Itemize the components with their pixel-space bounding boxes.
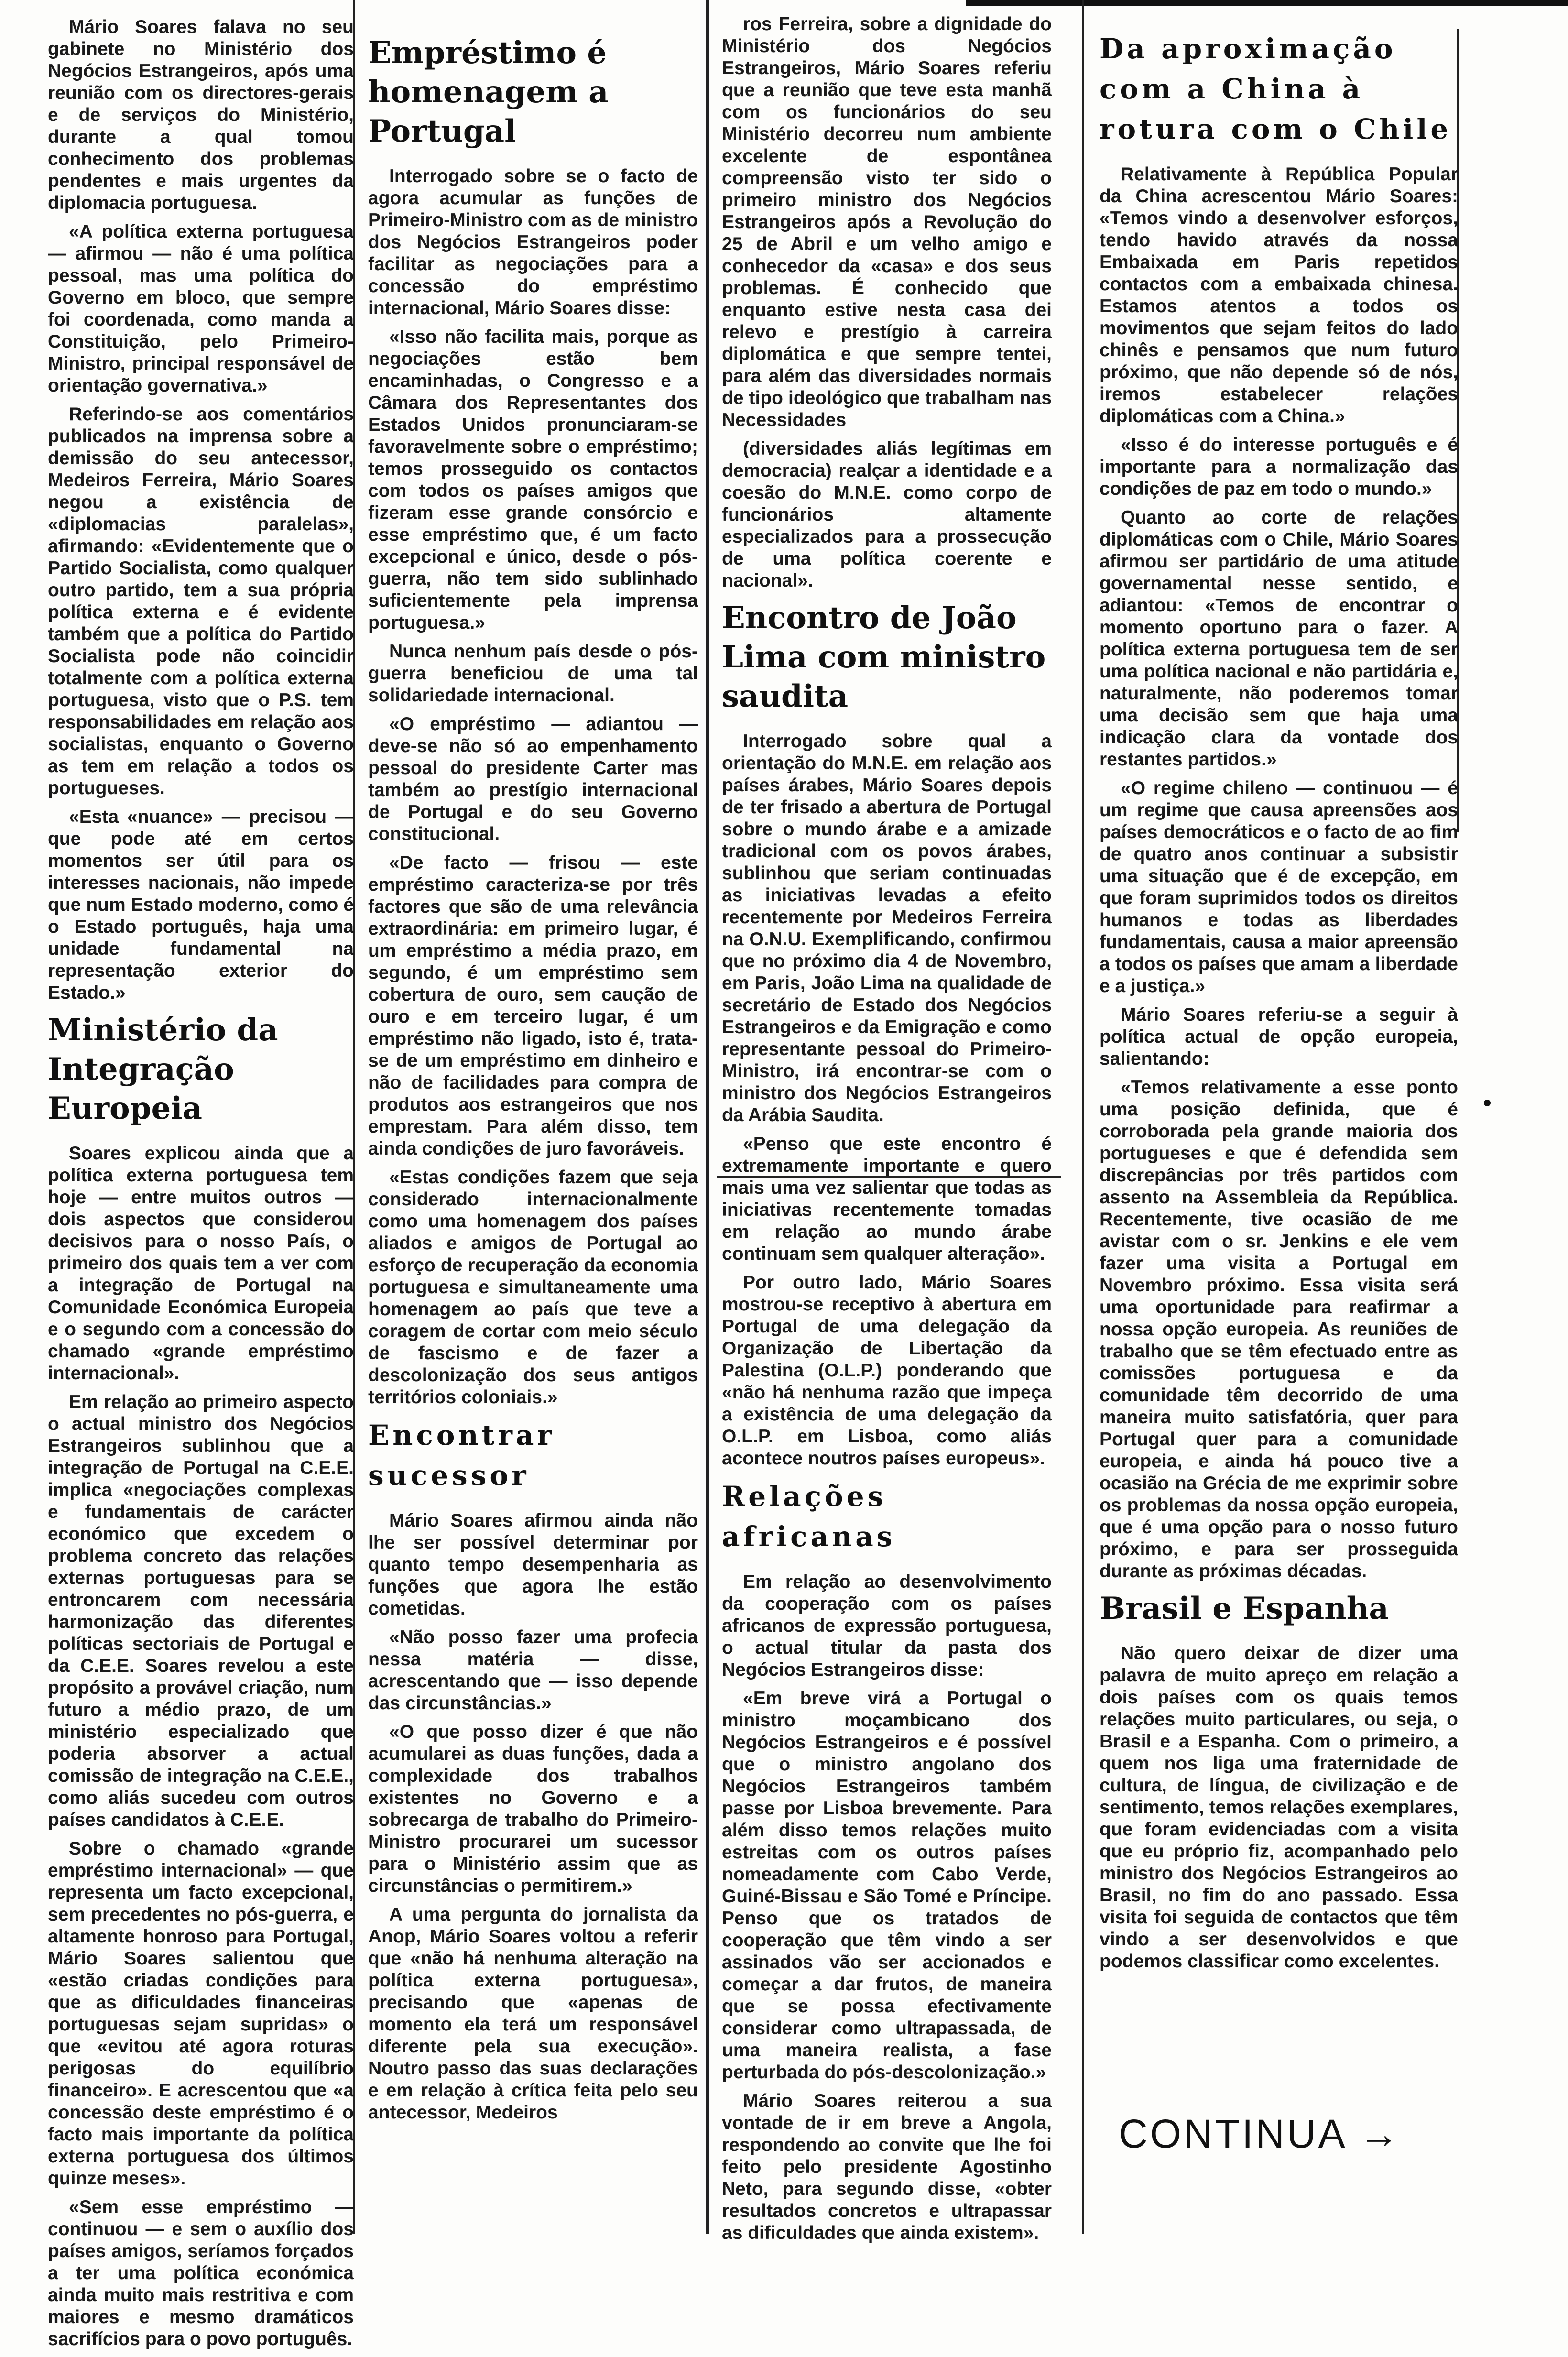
paragraph: Soares explicou ainda que a política externa portuguesa tem hoje — entre muitos outros — dois aspectos que considerou decisivos para o nosso País, o primeiro dos quais tem a ver com a integração de Portugal na Comunidade Económica Europeia e o segundo com a concessão do chamado «grande empréstimo internacional». [48,1143,354,1384]
paragraph: Quanto ao corte de relações diplomáticas com o Chile, Mário Soares afirmou ser partidário de uma atitude governamental nesse sentido, e adiantou: «Temos de encontrar o momento oportuno para o fazer. A política externa portuguesa tem de ser uma política nacional e não partidária e, naturalmente, não poderemos tomar uma decisão sem que haja uma indicação clara da vontade dos restantes partidos.» [1100,507,1458,770]
headline-brasil-espanha: Brasil e Espanha [1100,1591,1389,1626]
paragraph: Em relação ao desenvolvimento da cooperação com os países africanos de expressão portuguesa, o actual titular da pasta dos Negócios Estrangeiros disse: [722,1571,1052,1680]
headline-encontrar-sucessor: Encontrar sucessor [368,1419,555,1492]
continua-label: CONTINUA → [1119,2111,1402,2156]
top-border [966,0,1568,6]
paragraph: Referindo-se aos comentários publicados na imprensa sobre a demissão do seu antecessor, Medeiros Ferreira, Mário Soares negou a existência de «diplomacias paralelas», afirmando: «Evidentemente que o Partido Socialista, como qualquer outro partido, tem a sua própria política externa e é evidente também que a política do Partido Socialista pode não coincidir totalmente com a política externa portuguesa, visto que o P.S. tem responsabilidades em relação aos socialistas, enquanto o Governo as tem em relação a todos os portugueses. [48,404,354,798]
paragraph: «Sem esse empréstimo — continuou — e sem o auxílio dos países amigos, seríamos forçados a ter uma política económica ainda muito mais restritiva e com maiores e mesmo dramáticos sacrifícios para o povo português. [48,2197,354,2349]
paragraph: «O que posso dizer é que não acumularei as duas funções, dada a complexidade dos trabalhos existentes no Governo e a sobrecarga de trabalho do Primeiro-Ministro procurarei um sucessor para o Ministério assim que as circunstâncias o permitirem.» [368,1722,698,1896]
paragraph: «A política externa portuguesa — afirmou — não é uma política pessoal, mas uma política do Governo em bloco, que sempre foi coordenada, como manda a Constituição, pelo Primeiro-Ministro, principal responsável de orientação governativa.» [48,221,354,396]
paragraph: «Estas condições fazem que seja considerado internacionalmente como uma homenagem dos países aliados e amigos de Portugal ao esforço de recuperação da economia portuguesa e simultaneamente uma homenagem ao país que teve a coragem de cortar com meio século de fascismo e de fazer a descolonização dos seus antigos territórios coloniais.» [368,1167,698,1408]
headline-china-chile: Da aproximação com a China à rotura com o Chile [1100,33,1452,145]
paragraph: Por outro lado, Mário Soares mostrou-se receptivo à abertura em Portugal de uma delegação da Organização de Libertação da Palestina (O.L.P.) ponderando que «não há nenhuma razão que impeça a existência de uma delegação da O.L.P. em Lisboa, como aliás acontece noutros países europeus». [722,1272,1052,1469]
headline-encontro-joao-lima: Encontro de João Lima com ministro saudita [722,600,1046,714]
paragraph: «Temos relativamente a esse ponto uma posição definida, que é corroborada pela grande maioria dos portugueses e que é defendida sem discrepâncias por três partidos com assento na Assembleia da República. Recentemente, tive ocasião de me avistar com o sr. Jenkins e ele vem fazer uma visita a Portugal em Novembro próximo. Essa visita será uma oportunidade para reafirmar a nossa opção europeia. As reuniões de trabalho que se têm efectuado entre as comissões portuguesa e da comunidade têm decorrido de uma maneira muito satisfatória, quer para Portugal quer para a comunidade europeia, e ainda há pouco tive a ocasião na Grécia de me exprimir sobre os problemas da nossa opção europeia, que é uma opção para o nosso futuro próximo, e para ser prosseguida durante as próximas décadas. [1100,1077,1458,1582]
paragraph: «Isso não facilita mais, porque as negociações estão bem encaminhadas, o Congresso e a Câmara dos Representantes dos Estados Unidos pronunciaram-se favoravelmente sobre o empréstimo; temos prosseguido os contactos com todos os países amigos que fizeram esse grande consórcio e esse empréstimo que, é um facto excepcional e único, desde o pós-guerra, não tem sido sublinhado suficientemente pela imprensa portuguesa.» [368,327,698,633]
column-4 [1100,24,1458,1979]
paragraph: Sobre o chamado «grande empréstimo internacional» — que representa um facto excepcional, sem precedentes no pós-guerra, e altamente honroso para Portugal, Mário Soares salientou que «estão criadas condições para que as dificuldades financeiras portuguesas sejam supridas» o que «evitou até agora roturas perigosas do equilíbrio financeiro». E acrescentou que «a concessão deste empréstimo é o facto mais importante da política externa portuguesa dos últimos quinze meses». [48,1838,354,2189]
column-3 [722,13,1052,2251]
paragraph: Não quero deixar de dizer uma palavra de muito apreço em relação a dois países com os quais temos relações muito particulares, ou seja, o Brasil e a Espanha. Com o primeiro, a quem nos liga uma fraternidade de cultura, de língua, de civilização e de sentimento, temos relações exemplares, que foram evidenciadas com a visita que eu próprio fiz, acompanhado pelo ministro dos Negócios Estrangeiros ao Brasil, no fim do ano passado. Essa visita foi seguida de contactos que têm vindo a ser desenvolvidos e que podemos classificar como excelentes. [1100,1643,1458,1972]
paragraph: «Esta «nuance» — precisou — que pode até em certos momentos ser útil para os interesses nacionais, não impede que num Estado moderno, como é o Estado português, haja uma unidade fundamental na representação exterior do Estado.» [48,807,354,1003]
paragraph: Relativamente à República Popular da China acrescentou Mário Soares: «Temos vindo a desenvolver esforços, tendo havido através da nossa Embaixada em Paris repetidos contactos com a embaixada chinesa. Estamos atentos a todos os movimentos que sejam feitos do lado chinês e pensamos que num futuro próximo, que não depende só de nós, iremos estabelecer relações diplomáticas com a China.» [1100,164,1458,426]
paragraph: «Não posso fazer uma profecia nessa matéria — disse, acrescentando que — isso depende das circunstâncias.» [368,1627,698,1713]
paragraph: «De facto — frisou — este empréstimo caracteriza-se por três factores que são de uma relevância extraordinária: em primeiro lugar, é um empréstimo a média prazo, em segundo, é um empréstimo sem cobertura de ouro, sem caução de ouro e em terceiro lugar, é um empréstimo não ligado, isto é, trata-se de um empréstimo em dinheiro e não de facilidades para compra de produtos aos estrangeiros que nos emprestam. Para além disso, tem ainda condições de juro favoráveis. [368,852,698,1159]
column-rule [706,0,709,2234]
paragraph: Interrogado sobre se o facto de agora acumular as funções de Primeiro-Ministro com as de ministro dos Negócios Estrangeiros poder facilitar as negociações para a concessão do empréstimo internacional, Mário Soares disse: [368,166,698,318]
paragraph: «O empréstimo — adiantou — deve-se não só ao empenhamento pessoal do presidente Carter mas também ao prestígio internacional de Portugal e do seu Governo constitucional. [368,714,698,844]
paragraph: «Isso é do interesse português e é importante para a normalização das condições de paz em todo o mundo.» [1100,435,1458,499]
paragraph: (diversidades aliás legítimas em democracia) realçar a identidade e a coesão do M.N.E. como corpo de funcionários altamente especializados para a prossecução de uma política coerente e nacional». [722,438,1052,591]
headline-ministerio-integracao: Ministério da Integração Europeia [48,1012,278,1126]
column-2 [368,29,698,2130]
paragraph: Mário Soares reiterou a sua vontade de ir em breve a Angola, respondendo ao convite que lhe foi feito pelo presidente Agostinho Neto, para segundo disse, «obter resultados concretos e ultrapassar as dificuldades que ainda existem». [722,2091,1052,2243]
paragraph: Mário Soares falava no seu gabinete no Ministério dos Negócios Estrangeiros, após uma reunião com os directores-gerais e de serviços do Ministério, durante a qual tomou conhecimento dos problemas pendentes e mais urgentes da diplomacia portuguesa. [48,17,354,213]
paragraph: «O regime chileno — continuou — é um regime que causa apreensões aos países democráticos e o facto de ao fim de quatro anos continuar a subsistir uma situação que é de excepção, em que foram suprimidos todos os direitos humanos e todas as liberdades fundamentais, causa a maior apreensão a todos os países que amam a liberdade e a justiça.» [1100,778,1458,996]
headline-relacoes-africanas: Relações africanas [722,1480,896,1553]
paragraph: A uma pergunta do jornalista da Anop, Mário Soares voltou a referir que «não há nenhuma alteração na política externa portuguesa», precisando que «apenas de momento ela terá um responsável diferente pela sua execução». Noutro passo das suas declarações e em relação à crítica feita pelo seu antecessor, Medeiros [368,1904,698,2123]
paragraph: Mário Soares afirmou ainda não lhe ser possível determinar por quanto tempo desempenharia as funções que agora lhe estão cometidas. [368,1510,698,1619]
column-rule [1082,0,1084,2234]
paragraph: Nunca nenhum país desde o pós-guerra beneficiou de uma tal solidariedade internacional. [368,641,698,706]
paragraph: Interrogado sobre qual a orientação do M.N.E. em relação aos países árabes, Mário Soares depois de ter frisado a abertura de Portugal sobre o mundo árabe e a amizade tradicional com os povos árabes, sublinhou que seriam continuadas as iniciativas levadas a efeito recentemente por Medeiros Ferreira na O.N.U. Exemplificando, confirmou que no próximo dia 4 de Novembro, em Paris, João Lima na qualidade de secretário de Estado dos Negócios Estrangeiros e da Emigração e como representante pessoal do Primeiro-Ministro, irá encontrar-se com o ministro dos Negócios Estrangeiros da Arábia Saudita. [722,731,1052,1125]
paragraph: Mário Soares referiu-se a seguir à política actual de opção europeia, salientando: [1100,1004,1458,1069]
paragraph: ros Ferreira, sobre a dignidade do Ministério dos Negócios Estrangeiros, Mário Soares referiu que a reunião que teve esta manhã com os funcionários do seu Ministério decorreu num ambiente excelente de espontânea compreensão visto ter sido o primeiro ministro dos Negócios Estrangeiros após a Revolução do 25 de Abril e um velho amigo e conhecedor da «casa» e dos seus problemas. É conhecido que enquanto estive nesta casa dei relevo e prestígio à carreira diplomática e que sempre tentei, para além das diversidades normais de tipo ideológico que trabalham nas Necessidades [722,14,1052,430]
paragraph: Em relação ao primeiro aspecto o actual ministro dos Negócios Estrangeiros sublinhou que a integração de Portugal na C.E.E. implica «negociações complexas e fundamentais de carácter económico que excedem o problema concreto das relações externas portuguesas para se entroncarem com necessária harmonização das diferentes políticas sectoriais de Portugal e da C.E.E. Soares revelou a este propósito a provável criação, num futuro a médio prazo, de um ministério especializado que poderia absorver a actual comissão de integração na C.E.E., como aliás sucedeu com outros países candidatos à C.E.E. [48,1392,354,1830]
column-1 [48,16,354,2357]
ink-spot [1484,1100,1491,1106]
paragraph: «Penso que este encontro é extremamente importante e quero mais uma vez salientar que todas as iniciativas recentemente tomadas em relação ao mundo árabe continuam sem qualquer alteração». [722,1134,1052,1264]
headline-emprestimo: Empréstimo é homenagem a Portugal [368,35,609,149]
paragraph: «Em breve virá a Portugal o ministro moçambicano dos Negócios Estrangeiros e é possível que o ministro angolano dos Negócios Estrangeiros também passe por Lisboa brevemente. Para além disso temos relações muito estreitas com os outros países nomeadamente com Cabo Verde, Guiné-Bissau e São Tomé e Príncipe. Penso que os tratados de cooperação que têm vindo a ser assinados vão ser accionados e começar a dar frutos, de maneira que se possa efectivamente considerar como ultrapassada, de uma maneira realista, a fase perturbada do pós-descolonização.» [722,1688,1052,2083]
